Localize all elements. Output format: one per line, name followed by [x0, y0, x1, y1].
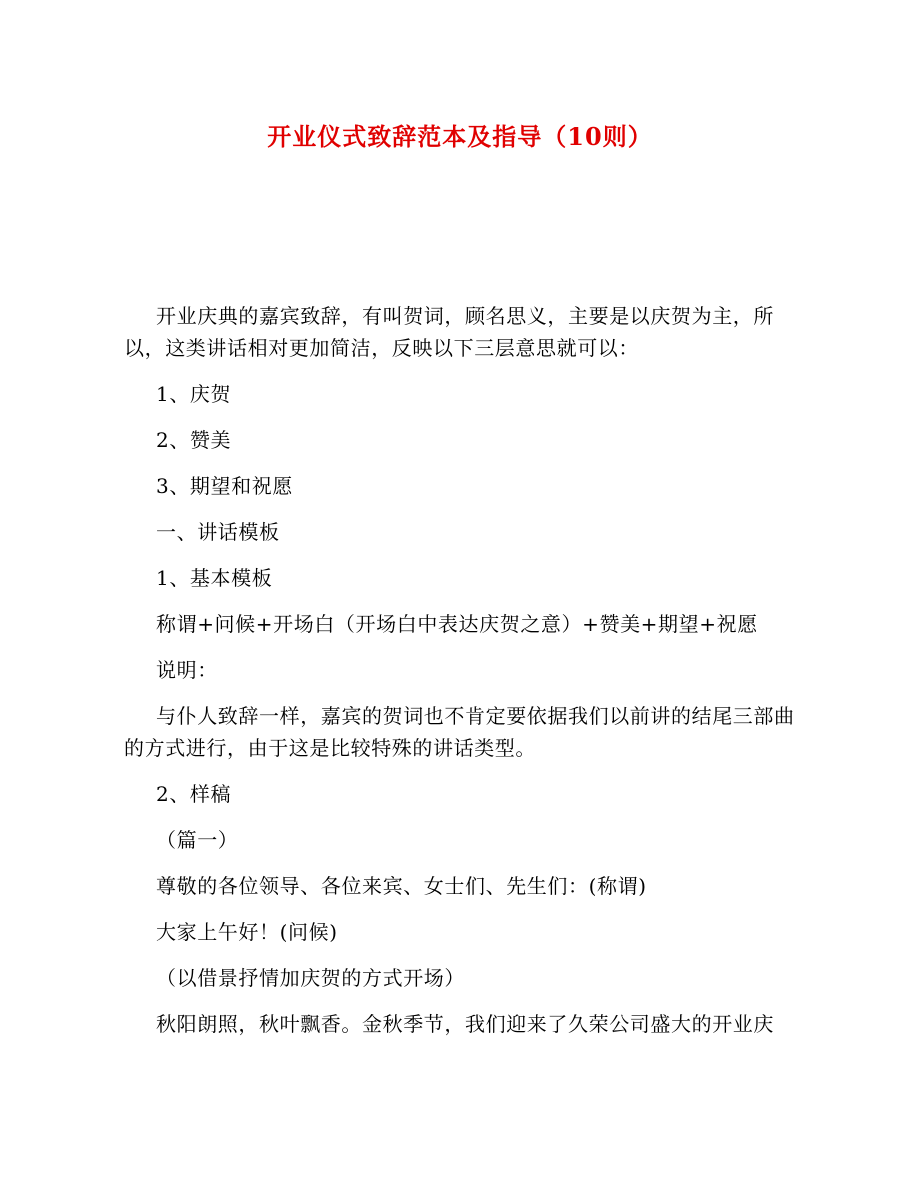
section-heading-template: 一、讲话模板 — [156, 520, 280, 544]
paragraph-intro: 开业庆典的嘉宾致辞，有叫贺词，顾名思义，主要是以庆贺为主，所以，这类讲话相对更加简洁，反映以下三层意思就可以： — [124, 304, 774, 360]
paragraph-explanation-label: 说明： — [156, 658, 218, 682]
paragraph-opening-note: （以借景抒情加庆贺的方式开场） — [156, 966, 465, 990]
paragraph-greeting: 大家上午好！(问候) — [156, 920, 338, 944]
paragraph-opening-text: 秋阳朗照，秋叶飘香。金秋季节，我们迎来了久荣公司盛大的开业庆 — [156, 1012, 774, 1036]
document-title: 开业仪式致辞范本及指导（10则） — [267, 122, 653, 151]
paragraph-salutation: 尊敬的各位领导、各位来宾、女士们、先生们：(称谓) — [156, 874, 647, 898]
list-item-celebrate: 1、庆贺 — [156, 382, 232, 406]
list-item-wishes: 3、期望和祝愿 — [156, 474, 293, 498]
list-item-praise: 2、赞美 — [156, 428, 232, 452]
paragraph-part-one: （篇一） — [156, 828, 239, 852]
subheading-basic-template: 1、基本模板 — [156, 566, 273, 590]
document-body — [124, 300, 796, 1054]
paragraph-template-formula: 称谓+问候+开场白（开场白中表达庆贺之意）+赞美+期望+祝愿 — [156, 612, 758, 636]
subheading-sample: 2、样稿 — [156, 782, 232, 806]
paragraph-explanation: 与仆人致辞一样，嘉宾的贺词也不肯定要依据我们以前讲的结尾三部曲的方式进行，由于这是比较特殊的讲话类型。 — [124, 704, 795, 760]
